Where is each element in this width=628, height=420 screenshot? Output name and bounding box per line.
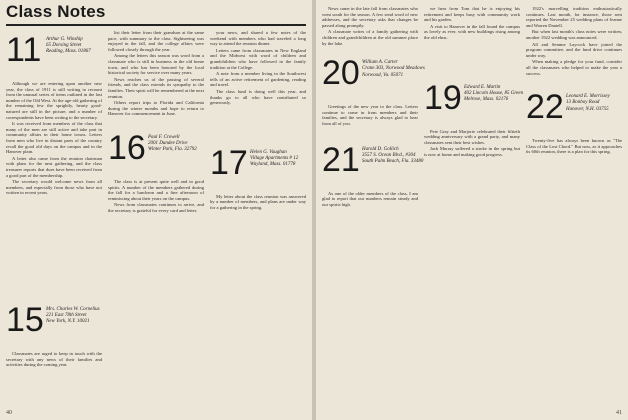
- class-entry-22: [526, 90, 622, 134]
- body-text: My letter about the class reunion was answered by a number of members, and plans are under way for a gathering in the spring.: [210, 193, 306, 210]
- class-entry-16: [108, 128, 204, 175]
- body-text: Jack Murray suffered a stroke in the spring but is now at home and making good progress.: [424, 146, 520, 157]
- body-text: Greetings of the new year to the class. Letters continue to come in from members and their families, and the secretary is always glad to hear from all of you.: [322, 104, 418, 126]
- page-number: 40: [6, 410, 12, 416]
- body-text: The class is at present quite well and in good spirits. A number of the members gathered during the fall for a luncheon and a fine afternoon of reminiscing about their years on the campus.: [108, 178, 204, 201]
- left-column-3: [210, 30, 306, 406]
- secretary-address: 3557 S. Ocean Blvd., #304: [362, 152, 416, 158]
- class-year: 17: [210, 143, 248, 182]
- body-text: Classmates are urged to keep in touch with the secretary with any news of their families and activities during the coming year.: [6, 351, 102, 368]
- class-secretary: [566, 94, 610, 113]
- body-text: As one of the older members of the class, I am glad to report that our numbers remain steady and our spirits high.: [322, 190, 418, 207]
- right-page: [316, 0, 628, 420]
- left-column-1-lower: [6, 300, 102, 400]
- secretary-city: Winter Park, Fla. 32792: [148, 147, 197, 153]
- secretary-name: Mrs. Charles W. Cornelius: [46, 307, 100, 312]
- body-text: A note from a member living in the Southwest tells of an active retirement of gardening, reading and travel.: [210, 71, 306, 88]
- secretary-name: William A. Carter: [362, 60, 398, 66]
- class-year: 19: [424, 78, 462, 117]
- secretary-address: 13 Bonboy Road: [566, 100, 600, 106]
- body-text: It was received from members of the class that many of the men are still active and take part in community affairs in their home towns. Letters from men who live in distant parts of the country recall the good old days on the campus and in the Hanover plain.: [6, 121, 102, 155]
- class-entry-15: [6, 303, 102, 347]
- body-text: we hear from Tom that he is enjoying his retirement and keeps busy with community work and his garden.: [424, 6, 520, 23]
- secretary-city: Reading, Mass. 01867: [46, 49, 91, 55]
- class-secretary: [362, 147, 423, 166]
- secretary-city: New York, N.Y. 10021: [46, 319, 90, 325]
- class-year: 21: [322, 140, 360, 179]
- secretary-city: South Palm Beach, Fla. 33480: [362, 158, 424, 164]
- class-entry-17: [210, 143, 306, 190]
- class-entry-21: [322, 140, 424, 187]
- body-text: But when last month's class notes were written, another 1922 wedding was announced.: [526, 29, 622, 40]
- body-text: A classmate writes of a family gathering with children and grandchildren at the old summer place by the lake.: [322, 29, 418, 46]
- body-text: A letter also came from the reunion chairman with plans for the next gathering, and the class treasurer reports that dues have been received from a good part of the membership.: [6, 155, 102, 178]
- class-secretary: [46, 37, 91, 56]
- class-secretary: [362, 60, 425, 79]
- body-text: All and Semme Laycock have joined the program committee, and the fund drive continues under way.: [526, 41, 622, 58]
- secretary-address: Village Apartments # 12: [250, 155, 299, 161]
- title-rule: [6, 24, 306, 26]
- secretary-city: Hanover, N.H. 03755: [566, 106, 609, 112]
- secretary-city: Wayland, Mass. 01778: [250, 162, 296, 168]
- secretary-name: Paul F. Crowell: [148, 134, 180, 140]
- secretary-name: Leonard E. Morrissey: [566, 94, 610, 100]
- secretary-city: Norwood, Va. 05071: [362, 72, 404, 78]
- class-entry-20: [322, 54, 425, 100]
- class-entry-19: [424, 78, 524, 125]
- left-page: [0, 0, 312, 420]
- body-text: your news, and shared a few notes of the weekend with members who had traveled a long way to attend the reunion dinner.: [210, 30, 306, 47]
- body-text: News came in the late fall from classmates who went south for the season. A few send word of new addresses, and the secretary asks that changes be passed along promptly.: [322, 6, 418, 28]
- class-secretary: [464, 85, 523, 104]
- secretary-city: Melrose, Mass. 02176: [464, 96, 509, 102]
- class-year: 22: [526, 88, 564, 127]
- right-column-2: [424, 6, 524, 406]
- class-secretary: [46, 307, 100, 326]
- class-secretary: [250, 150, 298, 169]
- secretary-name: Helen G. Vaughan: [250, 149, 287, 155]
- body-text: Letters came from classmates in New England and the Midwest with word of children and grandchildren who have followed in the family tradition at the College.: [210, 47, 306, 70]
- secretary-address: 65 Dorsing Street: [46, 43, 82, 49]
- secretary-name: Harold D. Gollich: [362, 146, 399, 152]
- page-title: Class Notes: [6, 2, 106, 21]
- secretary-name: Arthur G. Winship: [46, 37, 83, 42]
- class-year: 16: [108, 128, 146, 167]
- class-secretary: [148, 135, 197, 154]
- body-text: The secretary would welcome news from all members, and especially from those who have not written in recent years.: [6, 179, 102, 196]
- body-text: News from classmates continues to arrive, and the secretary is grateful for every card and letter.: [108, 202, 204, 213]
- class-year: 11: [6, 31, 42, 69]
- body-text: Pete Gray and Marjorie celebrated their fiftieth wedding anniversary with a grand party, and many classmates sent their best wishes.: [424, 128, 520, 145]
- body-text: Others report trips to Florida and California during the winter months and hope to return to Hanover for commencement in June.: [108, 100, 204, 117]
- body-text: Among the letters this season was word from a classmate who is still in business in the old home town, and who has been honored by the local historical society for service over many years.: [108, 53, 204, 76]
- page-number: 41: [616, 410, 622, 416]
- secretary-address: Crane 303, Norwood Meadows: [362, 66, 425, 72]
- secretary-address: 402 Lincoln House, 85 Green: [464, 90, 524, 96]
- right-column-3: [526, 6, 622, 406]
- class-year: 15: [6, 301, 44, 339]
- body-text: When making a pledge for your fund, consider all the classmates who helped to make the year a success.: [526, 59, 622, 76]
- right-column-1: [322, 6, 425, 406]
- class-year: 20: [322, 54, 360, 93]
- secretary-address: 2001 Dundee Drive: [148, 141, 188, 147]
- class-entry-11: [6, 33, 102, 77]
- secretary-name: Edward E. Martin: [464, 84, 501, 90]
- body-text: Twenty-five has always been known as "The Class of the Lost Chord." But now, as it approaches its 60th reunion, there is a plan for this spring.: [526, 138, 622, 155]
- body-text: Although we are entering upon another new year, the class of 1911 is still writing to recount from the unusual series of items outlined in the last number of the Old West. At the age-old gathering of the remaining few the sprightly, hearty good-natured are still in the picture, and a number of correspondents have been writing to the secretary.: [6, 81, 102, 120]
- left-column-2: [108, 30, 204, 406]
- body-text: A visit to Hanover in the fall found the campus as lovely as ever, with new buildings rising among the old elms.: [424, 23, 520, 40]
- body-text: News reaches us of the passing of several friends, and the class extends its sympathy to the families. Their spirit will be remembered at the next reunion.: [108, 76, 204, 99]
- body-text: 1922's marvelling tradition enthusiastically continues. Last month, for instance, those sent reported the November 25 wedding plans of Jeanne and Warren Daniell.: [526, 6, 622, 28]
- body-text: The class fund is doing well this year, and thanks go to all who have contributed so generously.: [210, 88, 306, 106]
- secretary-address: 221 East 78th Street: [46, 313, 87, 319]
- body-text: list their letter from their grandson at the same pace, with summary to the class. Sightseeing was enjoyed in the fall, and the college affairs were followed closely through the year.: [108, 30, 204, 52]
